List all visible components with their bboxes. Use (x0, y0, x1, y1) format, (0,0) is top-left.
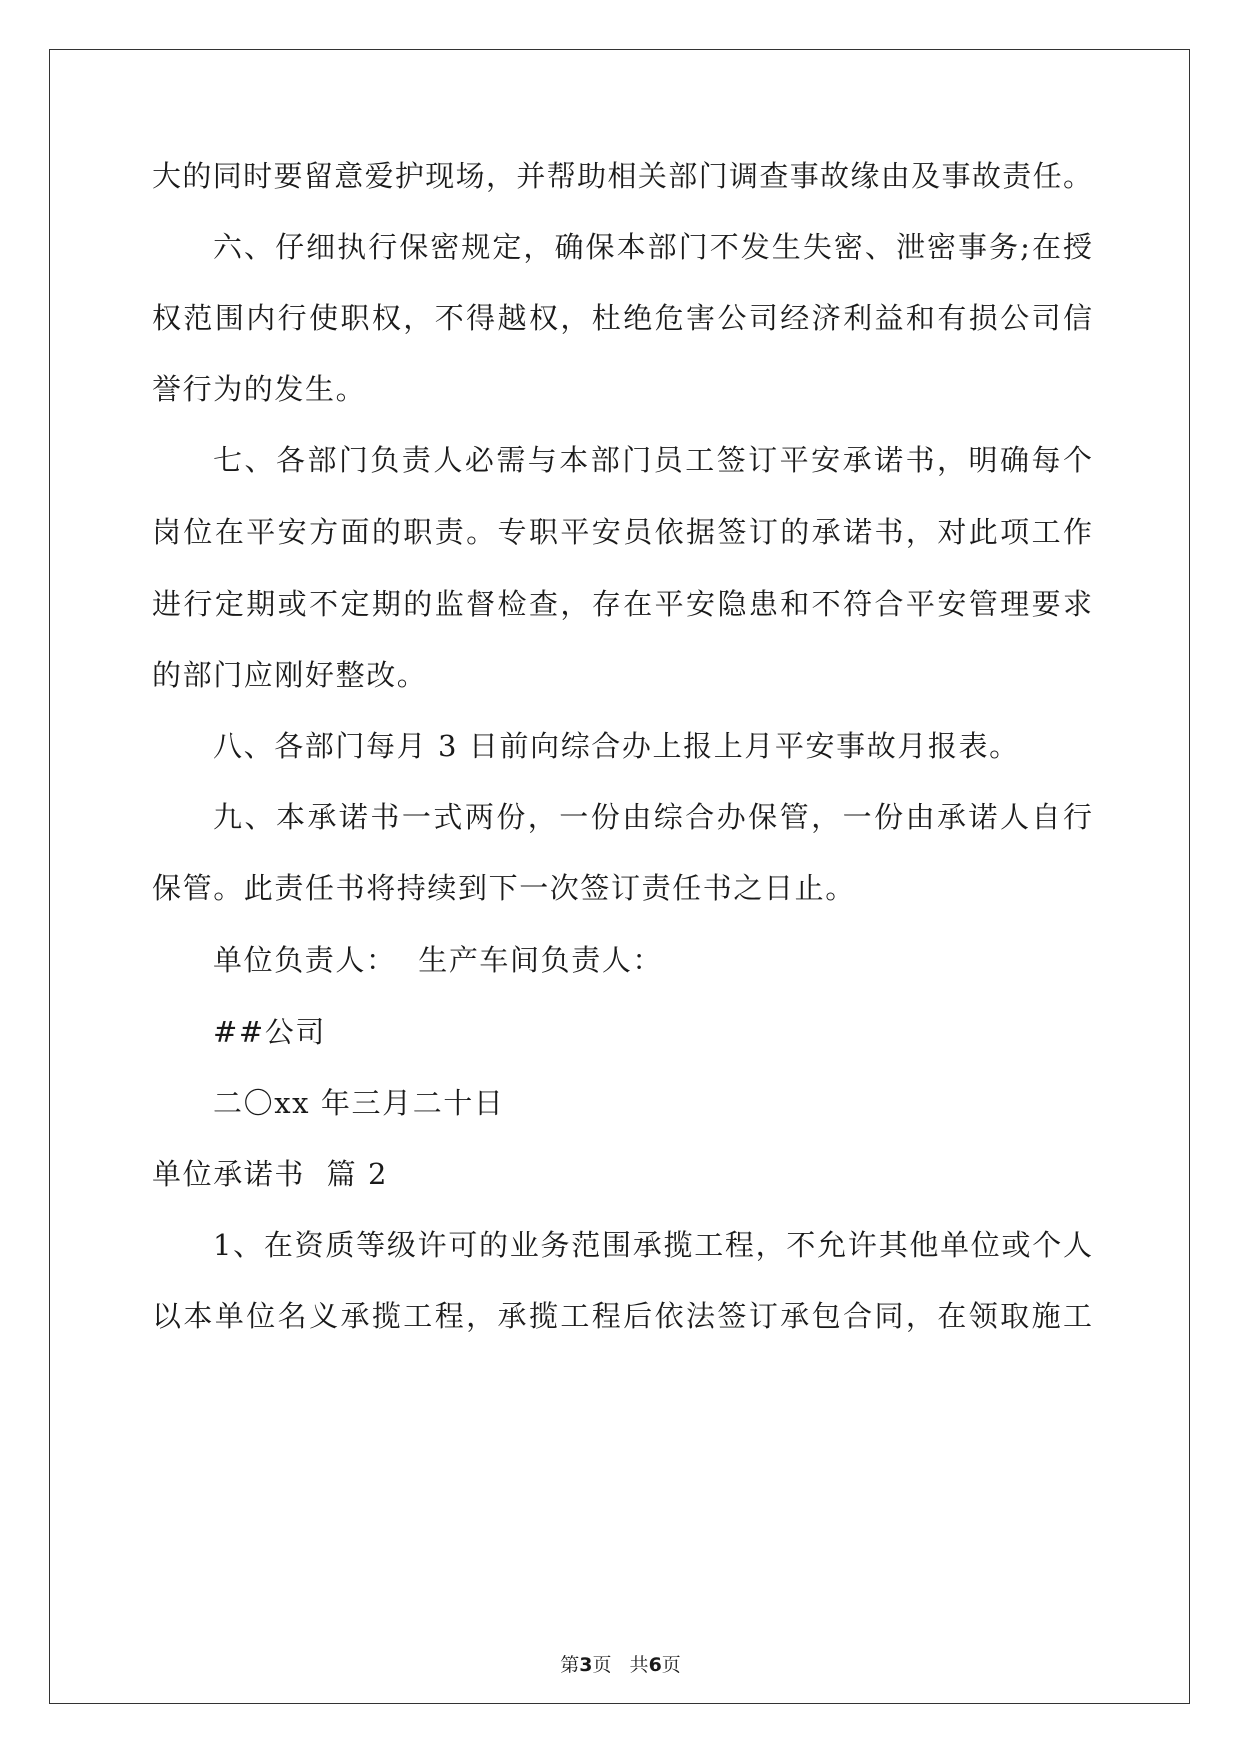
text-line: 权范围内行使职权，不得越权，杜绝危害公司经济利益和有损公司信 (152, 301, 1092, 335)
date-line: 二〇xx 年三月二十日 (213, 1086, 505, 1120)
company-line: ##公司 (213, 1015, 326, 1049)
text-line: 九、本承诺书一式两份，一份由综合办保管，一份由承诺人自行 (213, 800, 1092, 834)
text-line: 进行定期或不定期的监督检查，存在平安隐患和不符合平安管理要求 (152, 587, 1092, 621)
text-line: 1、在资质等级许可的业务范围承揽工程，不允许其他单位或个人 (213, 1228, 1092, 1262)
text-line: 以本单位名义承揽工程，承揽工程后依法签订承包合同，在领取施工 (152, 1299, 1092, 1333)
text-line: 保管。此责任书将持续到下一次签订责任书之日止。 (152, 871, 856, 905)
footer-middle: 页 共 (592, 1654, 649, 1676)
text-line: 大的同时要留意爱护现场，并帮助相关部门调查事故缘由及事故责任。 (152, 159, 1092, 193)
text-line: 七、各部门负责人必需与本部门员工签订平安承诺书，明确每个 (213, 443, 1092, 477)
text-line: 岗位在平安方面的职责。专职平安员依据签订的承诺书，对此项工作 (152, 515, 1092, 549)
current-page-number: 3 (579, 1654, 593, 1676)
text-line: 六、仔细执行保密规定，确保本部门不发生失密、泄密事务;在授 (213, 230, 1092, 264)
total-page-number: 6 (648, 1654, 662, 1676)
text-line: 八、各部门每月 3 日前向综合办上报上月平安事故月报表。 (213, 729, 1020, 763)
footer-prefix: 第 (560, 1654, 580, 1676)
text-line: 的部门应刚好整改。 (152, 658, 428, 692)
text-line: 誉行为的发生。 (152, 372, 367, 406)
footer-suffix: 页 (661, 1654, 681, 1676)
section-heading: 单位承诺书 篇 2 (152, 1157, 389, 1191)
signature-line: 单位负责人： 生产车间负责人： (213, 943, 664, 977)
page-footer (0, 1653, 1241, 1677)
